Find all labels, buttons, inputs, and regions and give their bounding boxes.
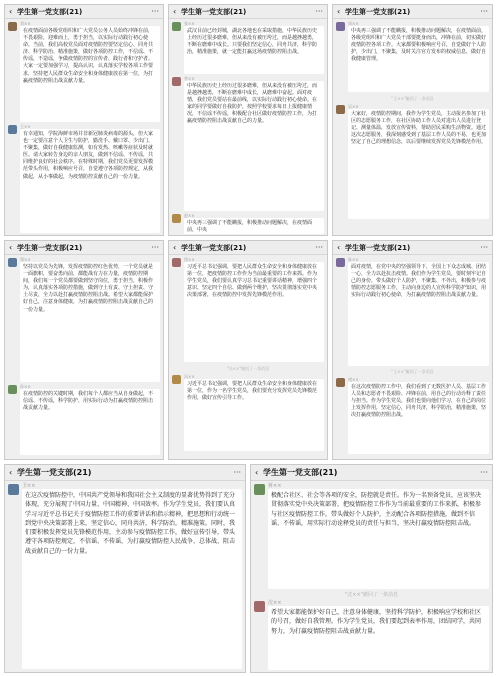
more-icon[interactable]: ··· <box>315 7 323 16</box>
message <box>169 211 327 234</box>
message-bubble[interactable]: 有幸通知，学院海鲜市场并非新冠肺炎病毒的源头，但大家也一定要注意个人卫生与防护，勤洗手、戴口罩、少出门、不聚集，做好自我健康监测，如有发热、咳嗽等症状及时就医。请大家转告身边的亲人朋友，做到不信谣、不传谣，共同维护良好的社会秩序。在特殊时期，我们党员更要发挥模范带头作用，积极响应号召，自觉遵守各项防控规定，从我做起，从小事做起，为疫情防控贡献自己的一份力量。 <box>20 129 160 233</box>
sender-name: 张×× <box>184 21 195 26</box>
avatar[interactable] <box>8 22 17 31</box>
more-icon[interactable]: ··· <box>480 243 488 252</box>
chat-title: 学生第一党支部(21) <box>17 7 83 16</box>
more-icon[interactable]: ··· <box>151 243 159 252</box>
system-notice: "王××"撤回了一条消息 <box>391 96 434 101</box>
avatar[interactable] <box>336 258 345 267</box>
message-bubble[interactable]: 面对疫情，在党中央的坚强领导下，全国上下众志成城、团结一心，全力以赴抗击疫情。我们作为学生党员，要时刻牢记自己的身份，带头做好个人防护，不聚集、不外出，积极参与疫情防控志愿服务工作，主动向身边的人宣传科学防护知识，用实际行动践行初心使命，为打赢疫情防控阻击战贡献力量。 <box>348 262 489 366</box>
message <box>169 372 327 451</box>
chat-title: 学生第一党支部(21) <box>181 7 247 16</box>
message <box>5 382 163 455</box>
message <box>333 375 492 454</box>
avatar[interactable] <box>172 258 181 267</box>
back-icon[interactable]: ‹ <box>337 243 341 252</box>
message-bubble[interactable]: 希望大家都能保护好自己，注意身体健康，坚持科学防护，积极响应学校和社区的号召，做好自我管理。作为学生党员，我们要起到表率作用，团结同学，共同努力，为打赢疫情防控阻击战贡献力量。 <box>268 606 489 670</box>
chat-panel-7 <box>4 464 246 673</box>
sender-name: 王×× <box>20 124 31 129</box>
back-icon[interactable]: ‹ <box>9 243 13 252</box>
sender-name: 刘×× <box>20 21 31 26</box>
chat-header <box>5 465 245 481</box>
system-notice: "王××"撤回了一条消息 <box>391 369 434 374</box>
avatar[interactable] <box>172 22 181 31</box>
sender-name: 钱×× <box>184 257 195 262</box>
message <box>5 481 245 669</box>
avatar[interactable] <box>254 601 265 612</box>
avatar[interactable] <box>172 77 181 86</box>
chat-panel-4 <box>4 240 164 460</box>
chat-header <box>169 5 327 19</box>
chat-panel-2 <box>168 4 328 236</box>
avatar[interactable] <box>254 484 265 495</box>
message-bubble[interactable]: 中央再三强调了不能瞒报，积极推动问题解决，在疫情面前，各级党组织和广大党员干部要挺身而出，冲锋在前，切实做好疫情防控各项工作。大家都要积极响应号召，自觉做好个人防护，少出门，不聚集，及时关注官方发布的权威信息，做好自我健康管理。 <box>348 26 489 92</box>
chat-header <box>251 465 492 481</box>
chat-title: 学生第一党支部(21) <box>345 7 411 16</box>
message <box>333 102 492 219</box>
message-bubble[interactable]: 习近平总书记强调，要把人民群众生命安全和身体健康放在第一位，把疫情防控工作作为当前最重要的工作来抓。作为学生党员，我们要认真学习总书记重要讲话精神，增强四个意识、坚定四个自信、做到两个维护，坚决贯彻落实党中央决策部署，在疫情防控中发挥先锋模范作用。 <box>184 262 324 362</box>
more-icon[interactable]: ··· <box>480 7 488 16</box>
message-bubble[interactable]: 在疫情面前各级党组织和广大党员公务人员始终冲锋在前，不畏艰险，迎难而上，勇于担当，以实际行动践行初心使命。当前，我们高校党员面对疫情防控要坚定信心、同舟共济、科学防治、精准施策，做好各项防控工作，不信谣、不传谣，不造谣，争做疫情防控的宣传者、践行者和守护者。大家一定要加强学习，提高认识，认真落实学校各项工作要求，坚持把人民群众生命安全和身体健康放在第一位，为打赢疫情防控阻击战贡献力量。 <box>20 26 160 122</box>
sender-name: 吴×× <box>348 104 359 109</box>
message-bubble[interactable]: 在这次疫情防控工作中，我们看到了无数医护人员、基层工作人员和志愿者不畏艰险、冲锋在前，用自己的行动诠释了责任与担当。作为学生党员，我们也要向他们学习，在自己的岗位上发挥作用，坚定信心，同舟共济，科学防治，精准施策，坚决打赢疫情防控阻击战。 <box>348 382 489 454</box>
message <box>251 598 492 670</box>
chat-panel-1 <box>4 4 164 236</box>
chat-title: 学生第一党支部(21) <box>345 243 411 252</box>
chat-header <box>5 5 163 19</box>
back-icon[interactable]: ‹ <box>173 7 177 16</box>
chat-title: 学生第一党支部(21) <box>181 243 247 252</box>
avatar[interactable] <box>336 105 345 114</box>
sender-name: 郑×× <box>20 257 31 262</box>
chat-header <box>5 241 163 255</box>
sender-name: 赵×× <box>184 213 195 218</box>
back-icon[interactable]: ‹ <box>255 468 259 477</box>
message <box>5 19 163 122</box>
avatar[interactable] <box>8 385 17 394</box>
sender-name: 褚×× <box>348 377 359 382</box>
more-icon[interactable]: ··· <box>151 7 159 16</box>
message <box>251 481 492 589</box>
message <box>333 19 492 92</box>
message-bubble[interactable]: 中央再三强调了不能瞒报，积极推动问题解决，在疫情面前，中央 <box>184 218 324 234</box>
avatar[interactable] <box>8 125 17 134</box>
message-bubble[interactable]: 习近平总书记强调，要把人民群众生命安全和身体健康放在第一位，作为一名学生党员，我们要充分发挥党员先锋模范作用，做好宣传引导工作。 <box>184 379 324 451</box>
avatar[interactable] <box>8 484 19 495</box>
avatar[interactable] <box>336 378 345 387</box>
sender-name: 陈×× <box>348 257 359 262</box>
sender-name: 冯×× <box>184 374 195 379</box>
back-icon[interactable]: ‹ <box>9 7 13 16</box>
message-bubble[interactable]: 极配合社区、社会等各项的安全，防控就是责任。作为一名预备党员，应该坚决贯彻落实党中央决策部署，把疫情防控工作作为当前最重要的工作来抓，积极参与社区疫情防控工作，带头做好个人防护，主动配合各项防控措施，做到不信谣、不传谣，用实际行动诠释党员的责任与担当，坚决打赢疫情防控阻击战。 <box>268 489 489 589</box>
chat-title: 学生第一党支部(21) <box>263 468 338 477</box>
message <box>169 19 327 74</box>
more-icon[interactable]: ··· <box>233 468 241 477</box>
sender-name: 沈×× <box>268 600 282 606</box>
chat-panel-8 <box>250 464 493 673</box>
sender-name: 孙×× <box>20 384 31 389</box>
message-bubble[interactable]: 武汉目前已经封城，湖北各地也在采取措施，中华民族历史上经历过很多磨难，但从来没有被压垮过，而是越挫越勇，不断在磨难中成长。只要我们坚定信心，同舟共济，科学防治，精准施策，就一定能打赢这场疫情防控阻击战。 <box>184 26 324 74</box>
chat-header <box>169 241 327 255</box>
avatar[interactable] <box>172 214 181 223</box>
message-bubble[interactable]: 在疫情防控的关键时期，我们每个人都应当从自身做起，不信谣、不传谣，科学防护，用实际行动为打赢疫情防控阻击战贡献力量。 <box>20 389 160 455</box>
back-icon[interactable]: ‹ <box>9 468 13 477</box>
more-icon[interactable]: ··· <box>480 468 488 477</box>
chat-panel-6 <box>332 240 493 460</box>
message-bubble[interactable]: 大家好，疫情防控期间，我作为学生党员，主动报名参加了社区的志愿服务工作，在社区协助工作人员对进出人员进行登记、测量体温，发放宣传资料，帮助居民采购生活物资。通过这次志愿服务，我深刻感受到了基层工作人员的不易，也更加坚定了自己的理想信念，以后要继续发挥党员先锋模范作用。 <box>348 109 489 219</box>
message-bubble[interactable]: 在这次疫情防控中，中国共产党领导和我国社会主义制度的显著优势得到了充分体现，充分展现了中国力量、中国精神、中国效率。作为学生党员，我们要认真学习习近平总书记关于疫情防控工作的重要讲话和指示精神，把思想和行动统一到党中央决策部署上来，坚定信心，同舟共济，科学防治，精准施策。同时，我们要积极发挥党员先锋模范作用，主动参与疫情防控工作，做好宣传引导，带头遵守各项防控规定，不信谣、不传谣，为打赢疫情防控人民战争、总体战、阻击战贡献自己的一份力量。 <box>22 489 242 669</box>
message-bubble[interactable]: 中华民族历史上经历过很多磨难，但从来没有被压垮过，而是越挫越勇，不断在磨难中成长，从磨难中奋起。面对疫情，我们党员要站在最前线，以实际行动践行初心使命。在家的同学要做好自我防护，按照学校要求每日上报健康情况，不信谣不传谣，积极配合社区做好疫情防控工作，为打赢疫情防控阻击战贡献自己的力量。 <box>184 81 324 211</box>
sender-name: 周×× <box>348 21 359 26</box>
chat-title: 学生第一党支部(21) <box>17 243 83 252</box>
avatar[interactable] <box>336 22 345 31</box>
chat-header <box>333 5 492 19</box>
back-icon[interactable]: ‹ <box>173 243 177 252</box>
chat-panel-3 <box>332 4 493 236</box>
message-bubble[interactable]: 坚持以党员为先锋，发挥疫情防控红色优势，一个党员就是一面旗帜，要奋勇向前，都能战有力在力量，疫情防控期间，我们每一个党员都要做到坚守岗位，勇于担当，积极作为，认真落实各项防控措施，做到守土有责、守土担责、守土尽责，全力以赴打赢疫情防控阻击战。希望大家都能保护好自己，注意身体健康，为打赢疫情防控阻击战贡献自己的一份力量。 <box>20 262 160 382</box>
system-notice: "沈××"撤回了一条消息 <box>345 592 398 598</box>
more-icon[interactable]: ··· <box>315 243 323 252</box>
message <box>169 255 327 362</box>
chat-panel-5 <box>168 240 328 460</box>
sender-name: 卫×× <box>22 483 36 489</box>
avatar[interactable] <box>172 375 181 384</box>
message <box>169 74 327 211</box>
message <box>5 255 163 382</box>
message <box>333 255 492 366</box>
sender-name: 蒋×× <box>268 483 282 489</box>
back-icon[interactable]: ‹ <box>337 7 341 16</box>
chat-header <box>333 241 492 255</box>
system-notice: "冯××"撤回了一条消息 <box>226 366 270 371</box>
message <box>5 122 163 233</box>
chat-title: 学生第一党支部(21) <box>17 468 92 477</box>
sender-name: 李×× <box>184 76 195 81</box>
avatar[interactable] <box>8 258 17 267</box>
